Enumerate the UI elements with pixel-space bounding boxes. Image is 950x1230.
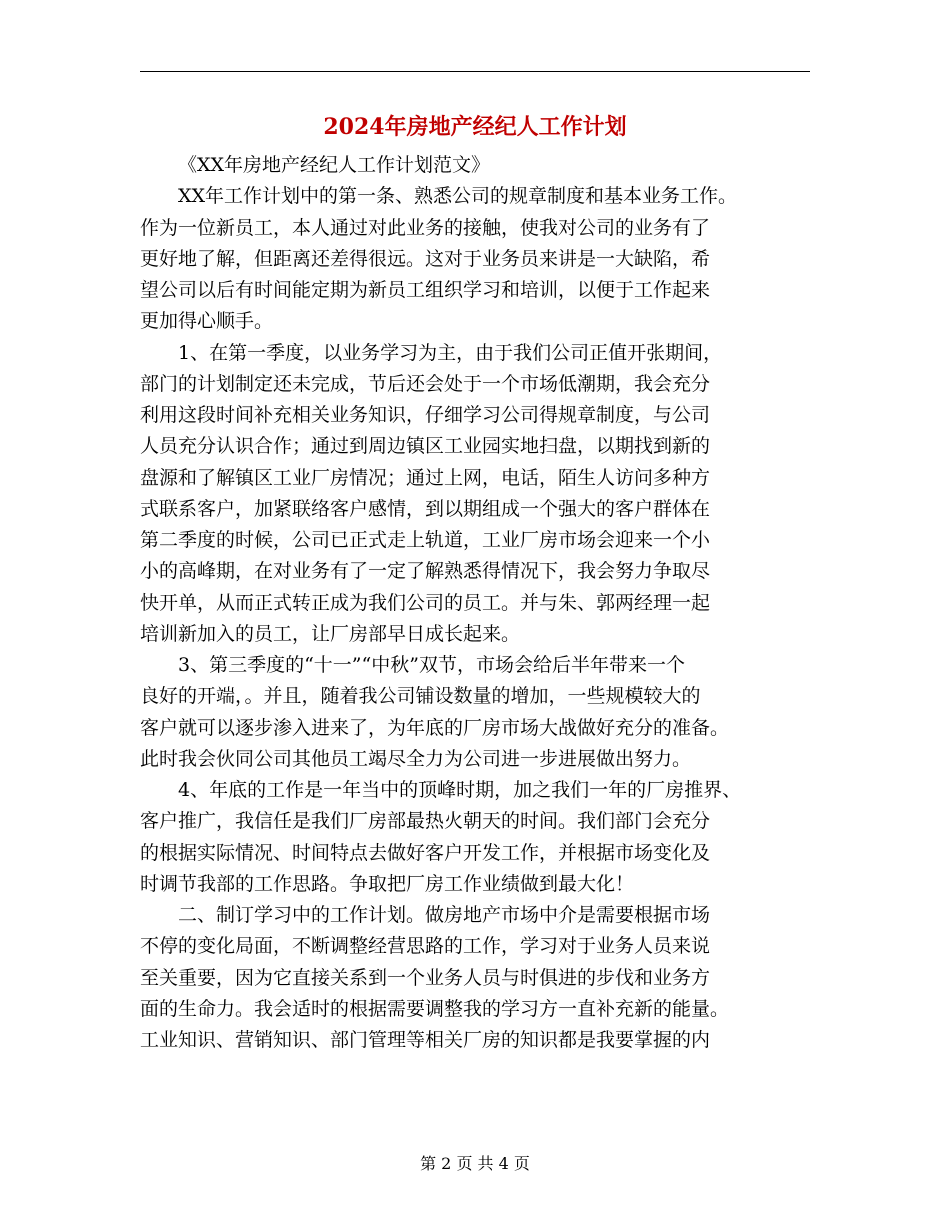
- text-line: 小的高峰期，在对业务有了一定了解熟悉得情况下，我会努力争取尽: [140, 560, 711, 583]
- paragraph-first-line: 《XX年房地产经纪人工作计划范文》: [178, 154, 491, 176]
- text-line: 不停的变化局面，不断调整经营思路的工作，学习对于业务人员来说: [140, 935, 711, 958]
- text-line: 式联系客户，加紧联络客户感情，到以期组成一个强大的客户群体在: [140, 497, 711, 520]
- document-title: 2024年房地产经纪人工作计划: [323, 114, 627, 140]
- text-line: 此时我会伙同公司其他员工竭尽全力为公司进一步进展做出努力。: [140, 747, 692, 770]
- text-line: 更加得心顺手。: [140, 310, 274, 333]
- paragraph-first-line: 1、在第一季度，以业务学习为主，由于我们公司正值开张期间，: [178, 341, 723, 364]
- text-line: 培训新加入的员工，让厂房部早日成长起来。: [140, 622, 521, 645]
- text-line: 利用这段时间补充相关业务知识，仔细学习公司得规章制度，与公司: [140, 404, 711, 426]
- text-line: 客户推广，我信任是我们厂房部最热火朝天的时间。我们部门会充分: [140, 810, 711, 833]
- text-line: 快开单，从而正式转正成为我们公司的员工。并与朱、郭两经理一起: [140, 591, 711, 614]
- text-line: 盘源和了解镇区工业厂房情况；通过上网，电话，陌生人访问多种方: [140, 466, 711, 489]
- paragraph-first-line: XX年工作计划中的第一条、熟悉公司的规章制度和基本业务工作。: [178, 185, 738, 208]
- paragraph-first-line: 二、制订学习中的工作计划。做房地产市场中介是需要根据市场: [178, 904, 711, 926]
- text-line: 作为一位新员工，本人通过对此业务的接触，使我对公司的业务有了: [140, 216, 711, 239]
- text-line: 客户就可以逐步渗入进来了，为年底的厂房市场大战做好充分的准备。: [140, 716, 730, 739]
- text-line: 良好的开端，。并且，随着我公司铺设数量的增加，一些规模较大的: [140, 685, 701, 708]
- text-line: 人员充分认识合作；通过到周边镇区工业园实地扫盘，以期找到新的: [140, 435, 711, 458]
- text-line: 望公司以后有时间能定期为新员工组织学习和培训，以便于工作起来: [140, 279, 711, 301]
- text-line: 更好地了解，但距离还差得很远。这对于业务员来讲是一大缺陷，希: [140, 247, 711, 270]
- document-body: [140, 150, 820, 1056]
- text-line: 至关重要，因为它直接关系到一个业务人员与时俱进的步伐和业务方: [140, 966, 711, 989]
- text-line: 面的生命力。我会适时的根据需要调整我的学习方一直补充新的能量。: [140, 997, 730, 1020]
- text-line: 的根据实际情况、时间特点去做好客户开发工作，并根据市场变化及: [140, 841, 711, 864]
- text-line: 部门的计划制定还未完成，节后还会处于一个市场低潮期，我会充分: [140, 372, 711, 395]
- paragraph-first-line: 3、第三季度的“十一”“中秋”双节，市场会给后半年带来一个: [178, 654, 685, 676]
- text-line: 时调节我部的工作思路。争取把厂房工作业绩做到最大化！: [140, 872, 635, 895]
- page-number-footer: 第 2 页 共 4 页: [420, 1154, 530, 1173]
- text-line: 工业知识、营销知识、部门管理等相关厂房的知识都是我要掌握的内: [140, 1029, 711, 1051]
- header-rule: [140, 71, 810, 72]
- text-line: 第二季度的时候，公司已正式走上轨道，工业厂房市场会迎来一个小: [140, 529, 711, 551]
- paragraph-first-line: 4、年底的工作是一年当中的顶峰时期，加之我们一年的厂房推界、: [178, 779, 742, 801]
